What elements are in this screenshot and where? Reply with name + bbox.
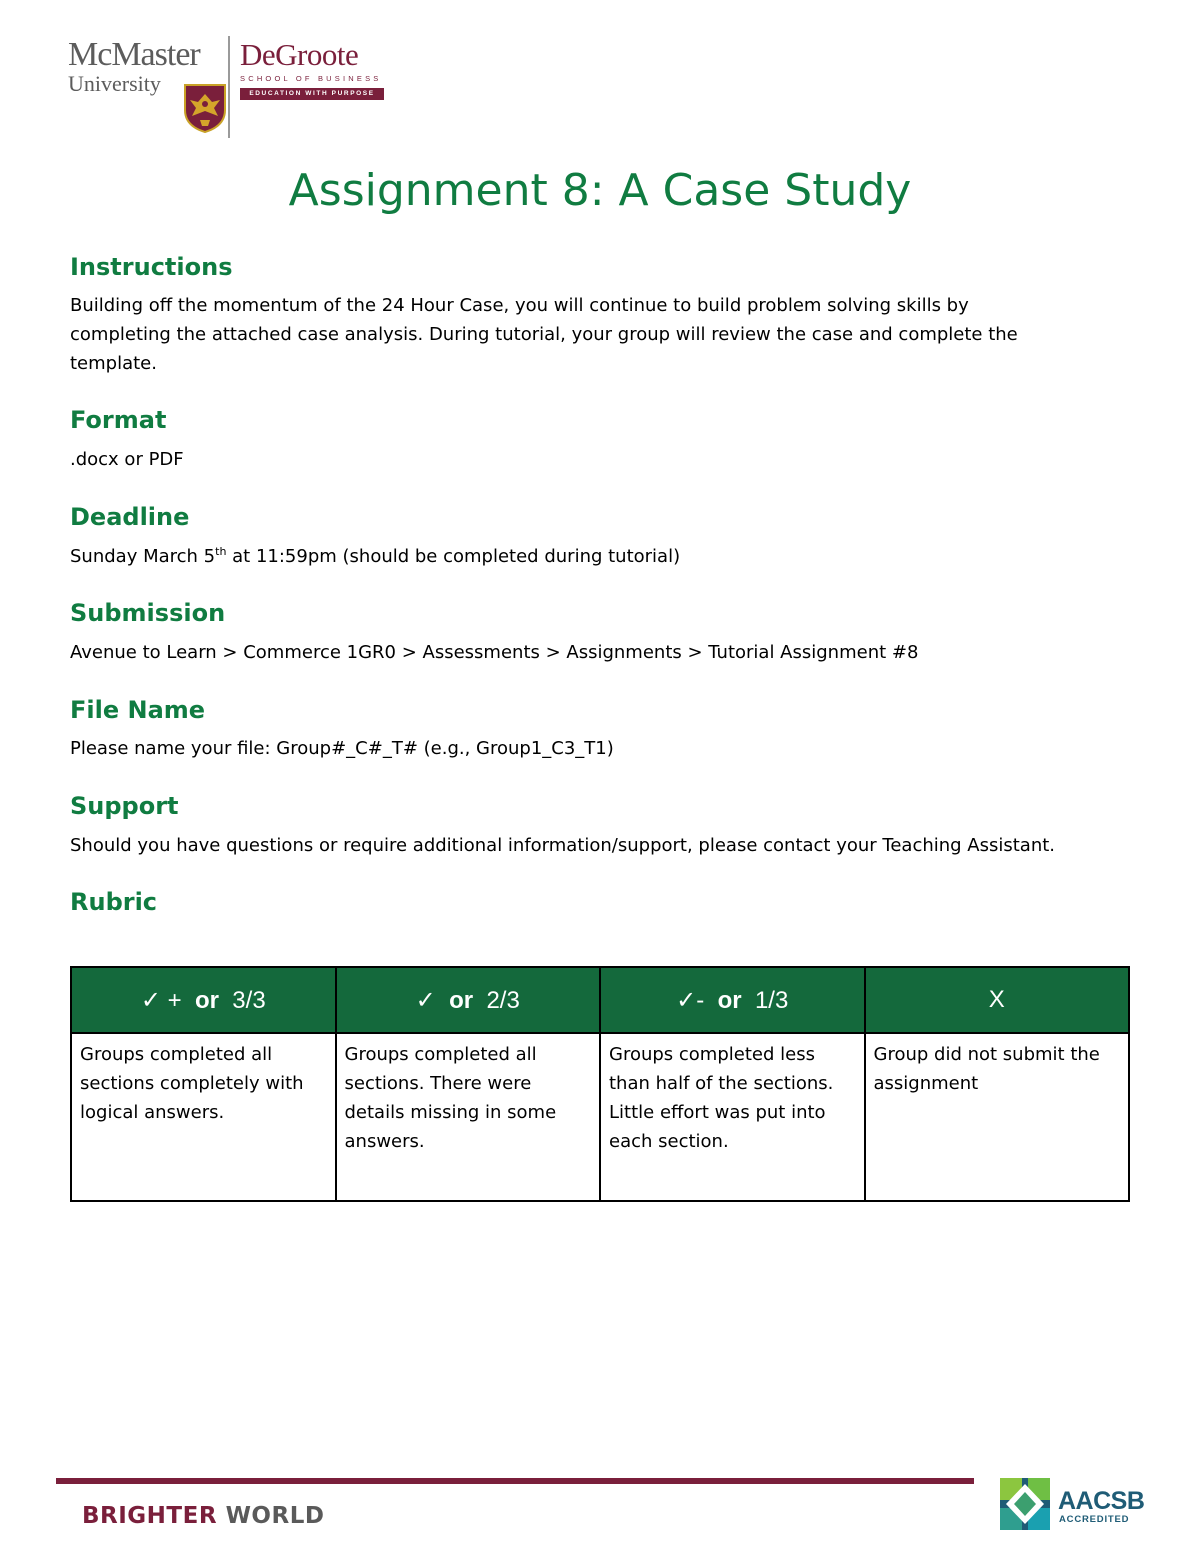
check-plus-mark: ✓ + — [140, 986, 182, 1014]
or-label: or — [717, 986, 742, 1014]
deadline-time: at 11:59pm (should be completed during tutorial) — [226, 546, 681, 567]
submission-path: Avenue to Learn > Commerce 1GR0 > Assessments > Assignments > Tutorial Assignment #8 — [70, 642, 919, 663]
aacsb-name: AACSB — [1058, 1487, 1145, 1515]
mcmaster-crest-icon — [182, 82, 228, 134]
logo-divider — [228, 36, 230, 138]
format-heading: Format — [70, 406, 167, 434]
rubric-header-x — [865, 967, 1130, 1033]
submission-heading: Submission — [70, 599, 226, 627]
rubric-description-no-submission: Group did not submit the assignment — [865, 1033, 1130, 1201]
rubric-header-check — [336, 967, 601, 1033]
score-label: 2/3 — [486, 986, 520, 1014]
page-title: Assignment 8: A Case Study — [288, 165, 912, 216]
rubric-description-2-of-3: Groups completed all sections. There were details missing in some answers. — [336, 1033, 601, 1201]
logo-school-subtitle: SCHOOL OF BUSINESS — [240, 74, 382, 83]
aacsb-mark-icon — [1000, 1478, 1050, 1530]
tagline-brighter: BRIGHTER — [82, 1503, 218, 1529]
instructions-heading: Instructions — [70, 253, 233, 281]
deadline-heading: Deadline — [70, 503, 190, 531]
rubric-description-row — [71, 1033, 1129, 1201]
or-label: or — [449, 986, 474, 1014]
brighter-world-tagline — [82, 1500, 324, 1532]
support-text: Should you have questions or require additional information/support, please contact your Teaching Assistant. — [70, 835, 1056, 856]
support-heading: Support — [70, 792, 179, 820]
instructions-line: completing the attached case analysis. During tutorial, your group will review the case and complete the — [70, 324, 1018, 345]
deadline-ordinal: th — [215, 545, 227, 558]
file-name-text: Please name your file: Group#_C#_T# (e.g., Group1_C3_T1) — [70, 738, 614, 759]
format-text: .docx or PDF — [70, 449, 184, 470]
instructions-line: template. — [70, 353, 157, 374]
score-label: 1/3 — [754, 986, 789, 1014]
check-minus-mark: ✓- — [676, 986, 705, 1014]
degroote-wordmark — [240, 38, 400, 100]
aacsb-accredited-logo — [1000, 1478, 1150, 1532]
rubric-header-row — [71, 967, 1129, 1033]
x-mark: X — [988, 986, 1005, 1013]
footer-rule — [56, 1478, 974, 1484]
rubric-header-check-minus — [600, 967, 865, 1033]
check-mark: ✓ — [415, 986, 436, 1014]
logo-mcmaster-text: McMaster — [68, 36, 200, 73]
aacsb-status: ACCREDITED — [1059, 1514, 1130, 1525]
logo-degroote-text: DeGroote — [240, 37, 359, 72]
rubric-heading: Rubric — [70, 888, 158, 916]
score-label: 3/3 — [232, 986, 266, 1014]
or-label: or — [194, 986, 219, 1014]
logo-school-motto: EDUCATION WITH PURPOSE — [240, 88, 384, 100]
rubric-table — [70, 966, 1130, 1202]
tagline-world: WORLD — [225, 1503, 325, 1529]
rubric-header-check-plus — [71, 967, 336, 1033]
rubric-description-3-of-3: Groups completed all sections completely with logical answers. — [71, 1033, 336, 1201]
rubric-description-1-of-3: Groups completed less than half of the sections. Little effort was put into each section. — [600, 1033, 865, 1201]
deadline-date: Sunday March 5 — [70, 546, 216, 567]
logo-university-text: University — [68, 71, 161, 96]
file-name-heading: File Name — [70, 696, 206, 724]
instructions-text — [70, 291, 1130, 378]
deadline-text — [70, 542, 1130, 571]
instructions-line: Building off the momentum of the 24 Hour Case, you will continue to build problem solving skills by — [70, 295, 969, 316]
mcmaster-degroote-logo — [68, 34, 398, 138]
